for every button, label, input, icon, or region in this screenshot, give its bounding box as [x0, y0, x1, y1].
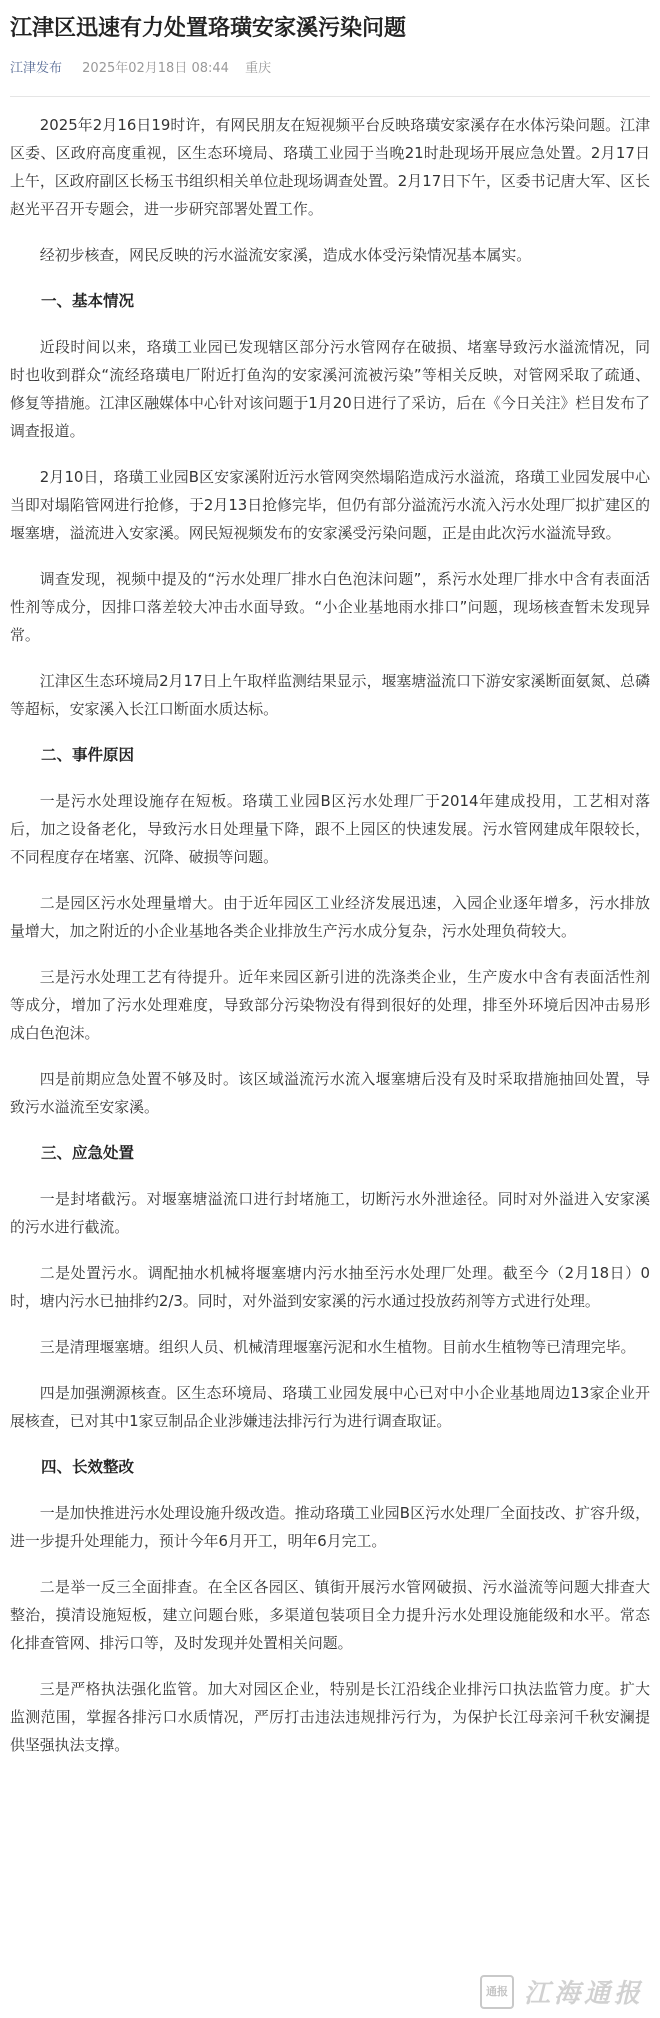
paragraph: 经初步核查，网民反映的污水溢流安家溪，造成水体受污染情况基本属实。 [39, 246, 532, 264]
paragraph: 一是污水处理设施存在短板。珞璜工业园B区污水处理厂于2014年建成投用，工艺相对落后，加之设备老化，导致污水日处理量下降，跟不上园区的快速发展。污水管网建成年限较长，不同程度存在堵塞、沉降、破损等问题。 [10, 792, 650, 866]
paragraph: 四是加强溯源核查。区生态环境局、珞璜工业园发展中心已对中小企业基地周边13家企业开展核查，已对其中1家豆制品企业涉嫌违法排污行为进行调查取证。 [10, 1384, 650, 1430]
section-heading: 二、事件原因 [41, 746, 135, 764]
paragraph: 近段时间以来，珞璜工业园已发现辖区部分污水管网存在破损、堵塞导致污水溢流情况，同时也收到群众“流经珞璜电厂附近打鱼沟的安家溪河流被污染”等相关反映，对管网采取了疏通、修复等措施。江津区融媒体中心针对该问题于1月20日进行了采访，后在《今日关注》栏目发布了调查报道。 [10, 338, 650, 440]
paragraph: 二是园区污水处理量增大。由于近年园区工业经济发展迅速，入园企业逐年增多，污水排放量增大，加之附近的小企业基地各类企业排放生产污水成分复杂，污水处理负荷较大。 [10, 894, 650, 940]
paragraph: 三是污水处理工艺有待提升。近年来园区新引进的洗涤类企业，生产废水中含有表面活性剂等成分，增加了污水处理难度，导致部分污染物没有得到很好的处理，排至外环境后因冲击易形成白色泡沫。 [10, 968, 650, 1042]
paragraph: 调查发现，视频中提及的“污水处理厂排水白色泡沫问题”，系污水处理厂排水中含有表面活性剂等成分，因排口落差较大冲击水面导致。“小企业基地雨水排口”问题，现场核查暂未发现异常。 [10, 570, 650, 644]
article-meta [10, 60, 650, 78]
watermark-text: 江海通报 [523, 1979, 644, 2009]
watermark [480, 1973, 644, 2010]
section-heading: 四、长效整改 [41, 1458, 135, 1476]
watermark-seal-icon: 通报 [480, 1975, 514, 2009]
article-title: 江津区迅速有力处置珞璜安家溪污染问题 [10, 16, 407, 41]
paragraph: 二是举一反三全面排查。在全区各园区、镇街开展污水管网破损、污水溢流等问题大排查大整治，摸清设施短板，建立问题台账，多渠道包装项目全力提升污水处理设施能级和水平。常态化排查管网、排污口等，及时发现并处置相关问题。 [10, 1578, 650, 1652]
paragraph: 二是处置污水。调配抽水机械将堰塞塘内污水抽至污水处理厂处理。截至今（2月18日）0时，塘内污水已抽排约2/3。同时，对外溢到安家溪的污水通过投放药剂等方式进行处理。 [10, 1264, 650, 1310]
section-heading: 三、应急处置 [41, 1144, 135, 1162]
source-link[interactable]: 江津发布 [10, 61, 63, 76]
paragraph: 一是封堵截污。对堰塞塘溢流口进行封堵施工，切断污水外泄途径。同时对外溢进入安家溪的污水进行截流。 [10, 1190, 650, 1236]
location: 重庆 [245, 61, 272, 76]
publish-date: 2025年02月18日 08:44 [82, 61, 229, 76]
section-heading: 一、基本情况 [41, 292, 135, 310]
paragraph: 2月10日，珞璜工业园B区安家溪附近污水管网突然塌陷造成污水溢流，珞璜工业园发展中心当即对塌陷管网进行抢修，于2月13日抢修完毕，但仍有部分溢流污水流入污水处理厂拟扩建区的堰塞塘，溢流进入安家溪。网民短视频发布的安家溪受污染问题，正是由此次污水溢流导致。 [10, 468, 650, 542]
article-body [10, 111, 650, 1759]
paragraph: 四是前期应急处置不够及时。该区域溢流污水流入堰塞塘后没有及时采取措施抽回处置，导致污水溢流至安家溪。 [10, 1070, 650, 1116]
paragraph: 江津区生态环境局2月17日上午取样监测结果显示，堰塞塘溢流口下游安家溪断面氨氮、总磷等超标，安家溪入长江口断面水质达标。 [10, 672, 650, 718]
paragraph: 一是加快推进污水处理设施升级改造。推动珞璜工业园B区污水处理厂全面技改、扩容升级，进一步提升处理能力，预计今年6月开工，明年6月完工。 [10, 1504, 650, 1550]
paragraph: 三是清理堰塞塘。组织人员、机械清理堰塞污泥和水生植物。目前水生植物等已清理完毕。 [39, 1338, 636, 1356]
paragraph: 三是严格执法强化监管。加大对园区企业，特别是长江沿线企业排污口执法监管力度。扩大监测范围，掌握各排污口水质情况，严厉打击违法违规排污行为，为保护长江母亲河千秋安澜提供坚强执法支撑。 [10, 1680, 650, 1754]
header-divider [10, 96, 650, 97]
paragraph: 2025年2月16日19时许，有网民朋友在短视频平台反映珞璜安家溪存在水体污染问题。江津区委、区政府高度重视，区生态环境局、珞璜工业园于当晚21时赴现场开展应急处置。2月17日上午，区政府副区长杨玉书组织相关单位赴现场调查处置。2月17日下午，区委书记唐大军、区长赵光平召开专题会，进一步研究部署处置工作。 [10, 116, 650, 218]
